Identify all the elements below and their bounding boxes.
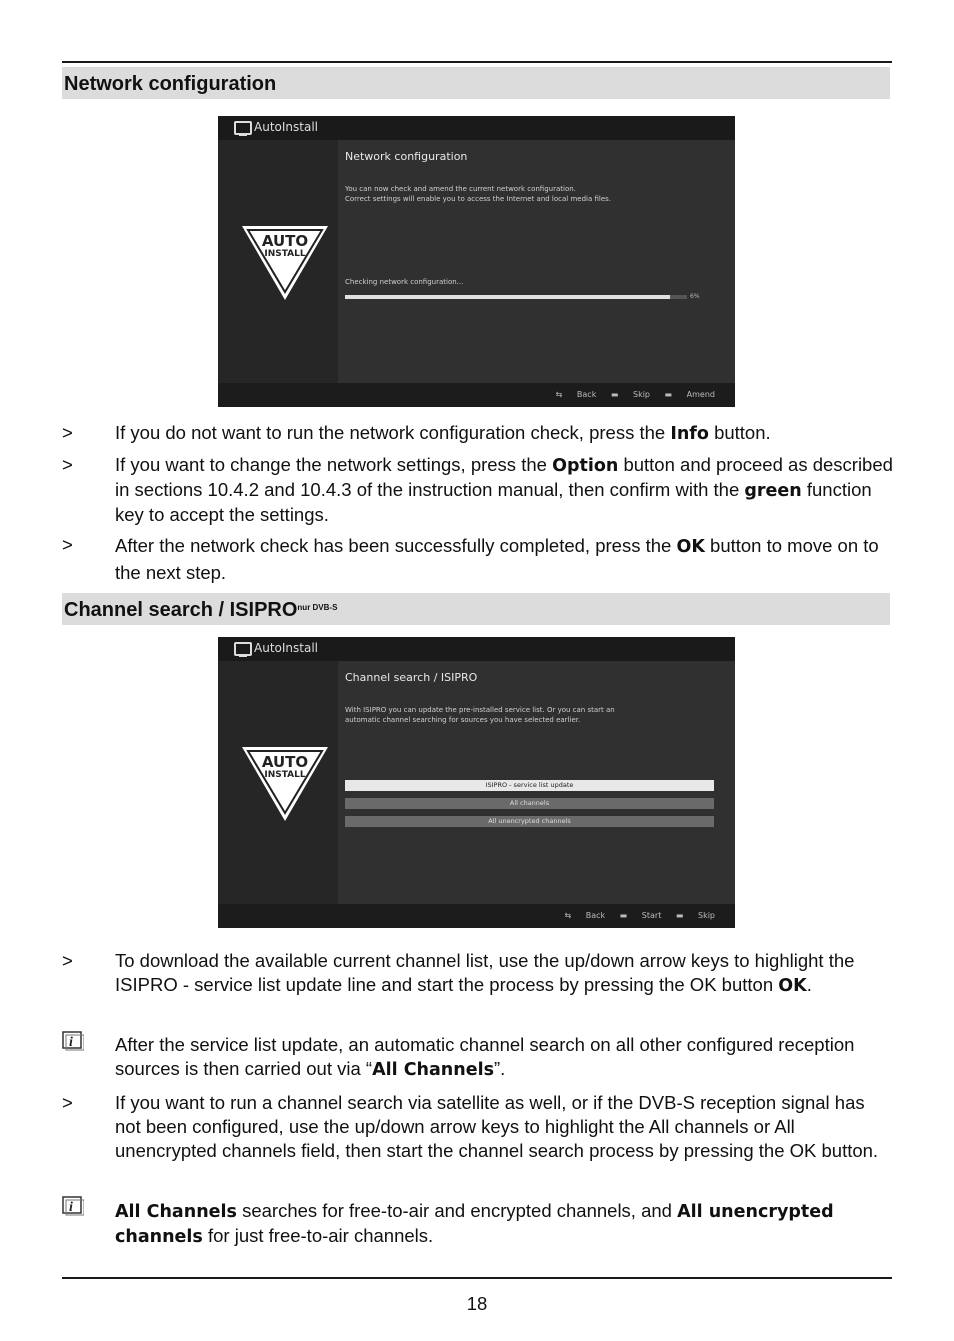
text: button to move on to the next step.: [115, 535, 879, 583]
hint-start: ▬ Start: [619, 911, 662, 920]
auto-install-badge-icon: [240, 745, 330, 823]
screen-app-title: AutoInstall: [254, 641, 318, 655]
screenshot-network-configuration: [218, 116, 735, 407]
hint-skip: ▬ Skip: [610, 390, 650, 399]
tv-icon: [234, 121, 252, 135]
key-name: OK: [676, 537, 705, 557]
screen-topbar: [218, 116, 735, 140]
top-rule: [62, 61, 892, 63]
screen-description: [345, 705, 705, 725]
section-title-sup: nur DVB-S: [297, 603, 338, 612]
badge-line1: AUTO: [261, 753, 309, 771]
key-name: All Channels: [115, 1202, 237, 1222]
screen-desc-line: With ISIPRO you can update the pre-installed service list. Or you can start an: [345, 706, 615, 714]
bottom-rule: [62, 1277, 892, 1279]
text: If you want to run a channel search via satellite as well, or if the DVB-S reception signal has not been configured, use the up/down arrow keys to highlight the All channels or All unencrypted channels field, then start the channel search process by pressing the OK button.: [115, 1092, 879, 1161]
key-name: Info: [670, 424, 709, 444]
bullet-text: [115, 533, 893, 586]
hint-label: Amend: [686, 390, 715, 399]
progress-percent: 6%: [690, 293, 700, 300]
info-text: [115, 1199, 893, 1249]
progress-label: Checking network configuration...: [345, 278, 464, 286]
screen-desc-line: automatic channel searching for sources you have selected earlier.: [345, 716, 581, 724]
screen-bottombar: [218, 383, 735, 407]
section-heading-network-configuration: [62, 67, 890, 99]
text: If you want to change the network settings, press the: [115, 454, 553, 475]
screen-main-pane: [338, 140, 735, 383]
bullet-marker: >: [62, 950, 73, 971]
screen-bottombar: [218, 904, 735, 928]
bullet-marker: >: [62, 1092, 73, 1113]
hint-label: Back: [576, 390, 597, 399]
info-icon: [62, 1031, 84, 1051]
text: After the network check has been successfully completed, press the: [115, 535, 677, 556]
bullet-marker: >: [62, 534, 73, 555]
text: If you do not want to run the network configuration check, press the: [115, 422, 671, 443]
key-name: OK: [778, 976, 807, 996]
option-isipro-service-list-update[interactable]: ISIPRO - service list update: [345, 780, 714, 791]
section-heading-channel-search: [62, 593, 890, 625]
bullet-text: [115, 949, 893, 998]
bullet-marker: >: [62, 422, 73, 443]
bullet-text: [115, 453, 893, 527]
screen-description: [345, 184, 705, 204]
screenshot-channel-search: [218, 637, 735, 928]
text: for just free-to-air channels.: [202, 1225, 434, 1246]
bullet-text: [115, 1091, 893, 1163]
hint-back: ⇆ Back: [555, 390, 597, 399]
text: button.: [708, 422, 771, 443]
hint-back: ⇆ Back: [564, 911, 606, 920]
hint-label: Start: [641, 911, 662, 920]
hint-label: Skip: [697, 911, 715, 920]
text: searches for free-to-air and encrypted channels, and: [236, 1200, 678, 1221]
text: To download the available current channel list, use the up/down arrow keys to highlight the ISIPRO - service list update line and start the process by pressing the OK button: [115, 950, 855, 995]
auto-install-badge-icon: [240, 224, 330, 302]
svg-text:i: i: [69, 1200, 73, 1215]
page-number: 18: [466, 1293, 488, 1314]
badge-line2: INSTALL: [264, 249, 306, 259]
text: function key to accept the settings.: [115, 479, 872, 525]
screen-app-title: AutoInstall: [254, 120, 318, 134]
hint-label: Back: [585, 911, 606, 920]
screen-title: Channel search / ISIPRO: [345, 671, 478, 684]
key-name: All unencrypted channels: [115, 1202, 834, 1247]
info-text: [115, 1033, 893, 1082]
bullet-marker: >: [62, 454, 73, 475]
progress-fill: [345, 295, 670, 299]
section-title: Network configuration: [64, 73, 277, 95]
key-name: All Channels: [372, 1060, 495, 1080]
progress-bar: [345, 295, 687, 299]
text: .: [806, 974, 812, 995]
key-name: Option: [552, 456, 619, 476]
section-title: Channel search / ISIPRO: [64, 599, 298, 621]
badge-line2: INSTALL: [264, 770, 306, 780]
screen-topbar: [218, 637, 735, 661]
screen-desc-line: You can now check and amend the current network configuration.: [345, 185, 576, 193]
screen-title: Network configuration: [345, 150, 468, 163]
svg-text:i: i: [69, 1035, 73, 1050]
hint-amend: ▬ Amend: [664, 390, 715, 399]
screen-desc-line: Correct settings will enable you to access the Internet and local media files.: [345, 195, 612, 203]
bullet-text: [115, 421, 893, 446]
text: After the service list update, an automatic channel search on all other configured reception sources is then carried out via “: [115, 1034, 855, 1079]
key-name: green: [744, 481, 802, 501]
tv-icon: [234, 642, 252, 656]
option-all-channels[interactable]: All channels: [345, 798, 714, 809]
hint-label: Skip: [632, 390, 650, 399]
badge-line1: AUTO: [261, 232, 309, 250]
text: button and proceed as described in sections 10.4.2 and 10.4.3 of the instruction manual, then confirm with the: [115, 454, 893, 500]
info-icon: [62, 1196, 84, 1216]
hint-skip: ▬ Skip: [675, 911, 715, 920]
option-all-unencrypted-channels[interactable]: All unencrypted channels: [345, 816, 714, 827]
text: ”.: [494, 1058, 506, 1079]
